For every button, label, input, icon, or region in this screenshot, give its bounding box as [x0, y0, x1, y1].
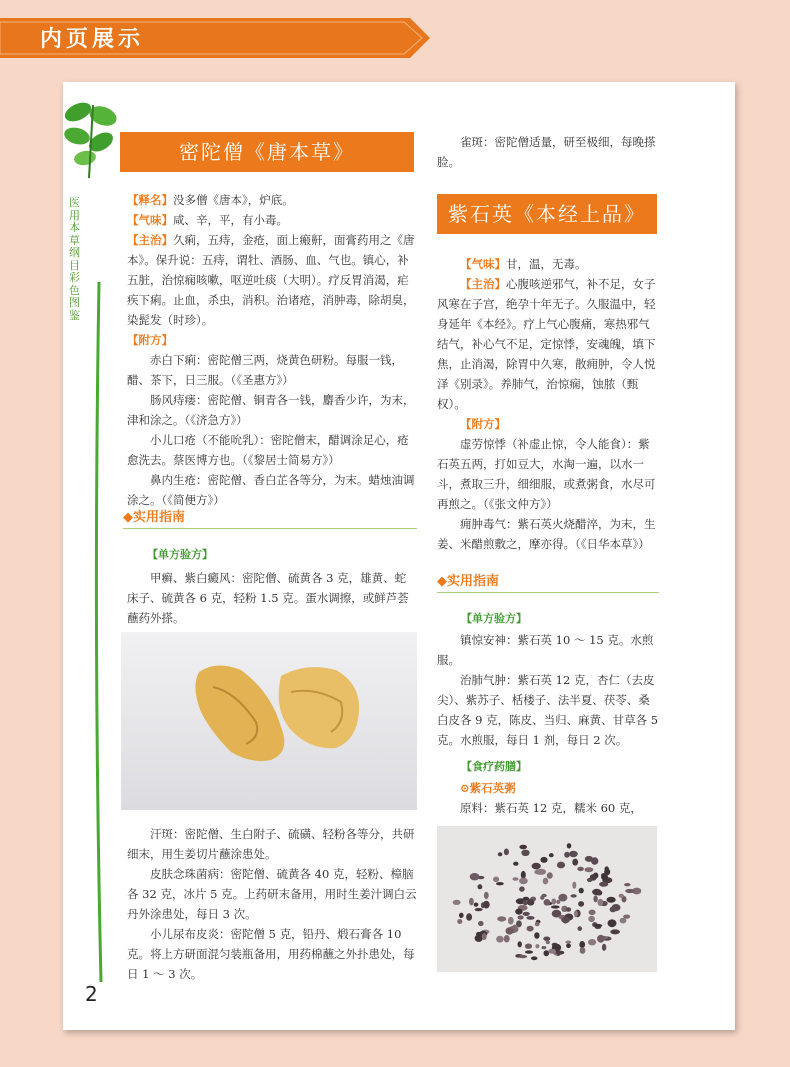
- shiming-text: 没多僧《唐本》，炉底。: [173, 193, 294, 207]
- fufang-item-right: 虚劳惊悸（补虚止惊，令人能食）：紫石英五两，打如豆大，水淘一遍，以水一斗，煮取三升，细细服，或煮粥食，水尽可再煎之。（《张文仲方》）: [437, 437, 656, 511]
- right-body-1: [437, 254, 659, 554]
- book-page: [63, 82, 735, 1030]
- zhuzhi-text-right: 心腹咳逆邪气，补不足，女子风寒在子宫，绝孕十年无子。久服温中，轻身延年《本经》。疗上气心腹痛，寒热邪气结气，补心气不足，定惊悸，安魂魄，填下焦，止消渴，除胃中久寒，散痈肿，令人悦泽《别录》。养肺气，治惊痫，蚀脓（甄权）。: [437, 277, 656, 411]
- banner-title: 内页展示: [40, 26, 145, 52]
- fufang-tag: 【附方】: [127, 333, 173, 347]
- after-photo-item: 小儿尿布皮炎：密陀僧 5 克，铅丹、煅石膏各 10 克。将上方研面混匀装瓶备用，用药棉蘸之外扑患处，每日 1 ～ 3 次。: [127, 927, 415, 981]
- shiming-line: [127, 190, 417, 210]
- right-top-text: 雀斑：密陀僧适量，研至极细，每晚搽脸。: [437, 135, 656, 169]
- qiwei-tag: 【气味】: [127, 213, 173, 227]
- qiwei-line: [127, 210, 417, 230]
- zhuzhi-text: 久痢，五痔，金疮，面上瘢鼾，面膏药用之《唐本》。保升说：五痔，谓牡、酒肠、血、气也。镇心，补五脏，治惊痫咳嗽，呕逆吐痰（大明）。疗反胃消渴，疟疾下痢。止血，杀虫，消积。治诸疮，消肿毒，除胡臭，染髭发（时珍）。: [127, 233, 415, 327]
- after-photo-item: 皮肤念珠菌病：密陀僧、硫黄各 40 克，轻粉、樟脑各 32 克，冰片 5 克。上药研末备用，用时生姜汁调白云丹外涂患处，每日 3 次。: [127, 867, 417, 921]
- danfang-item-right: 治肺气肿：紫石英 12 克，杏仁（去皮尖）、紫苏子、栝楼子、法半夏、茯苓、桑白皮各 9 克，陈皮、当归、麻黄、甘草各 5 克。水煎服，每日 1 剂，每日 2 次。: [437, 673, 659, 747]
- side-book-title: 医用本草纲目彩色图鉴: [69, 196, 80, 322]
- fufang-tag-right: 【附方】: [460, 417, 506, 431]
- qiwei-line-right: [437, 254, 659, 274]
- qiwei-tag-right: 【气味】: [460, 257, 506, 271]
- danfang-tag-left: 【单方验方】: [147, 548, 213, 561]
- congee-text: 原料：紫石英 12 克，糯米 60 克，: [460, 801, 642, 815]
- left-body-1: [127, 190, 417, 510]
- entry-title-mituoseng: 密陀僧《唐本草》: [120, 132, 414, 172]
- qiwei-text: 咸、辛，平，有小毒。: [173, 213, 288, 227]
- zhuzhi-tag-right: 【主治】: [460, 277, 506, 291]
- guide-rule-left: [123, 528, 417, 529]
- fufang-item: 小儿口疮（不能吮乳）：密陀僧末，醋调涂足心，疮愈洗去。蔡医博方也。（《黎居士简易方》）: [127, 433, 409, 467]
- guide-rule-right: [437, 592, 659, 593]
- shiliao-tag: 【食疗药膳】: [461, 760, 527, 773]
- zhuzhi-line: [127, 230, 417, 330]
- fufang-item: 赤白下痢：密陀僧三两，烧黄色研粉。每服一钱，醋、茶下，日三服。（《圣惠方》）: [127, 353, 403, 387]
- right-body-3: [437, 778, 659, 818]
- left-body-2: [127, 824, 417, 984]
- page-number: 2: [85, 982, 98, 1006]
- danfang-item-right: 镇惊安神：紫石英 10 ～ 15 克。水煎服。: [437, 633, 654, 667]
- guide-heading-left: ◆实用指南: [123, 510, 185, 525]
- zhuzhi-line-right: [437, 274, 659, 414]
- danfang-text-left: 甲癣、紫白癜风：密陀僧、硫黄各 3 克，雄黄、蛇床子、硫黄各 6 克，轻粉 1.5 克。蛋水调擦，或鲜芦荟蘸药外搽。: [127, 571, 409, 625]
- zishiying-photo: [437, 826, 657, 972]
- leaf-decoration-icon: [63, 100, 123, 180]
- mituoseng-photo: [121, 632, 417, 810]
- right-body-2: [437, 630, 659, 750]
- shiming-tag: 【释名】: [127, 193, 173, 207]
- entry-title-zishiying: 紫石英《本经上品》: [437, 194, 657, 234]
- fufang-line: [127, 330, 417, 350]
- congee-title: ⊙紫石英粥: [460, 781, 516, 795]
- fufang-item-right: 痈肿毒气：紫石英火烧醋淬，为末，生姜、米醋煎敷之，摩亦得。（《日华本草》）: [437, 517, 656, 551]
- fufang-item: 肠风痔瘘：密陀僧、铜青各一钱，麝香少许，为末，津和涂之。（《济急方》）: [127, 393, 415, 427]
- fufang-line-right: [437, 414, 659, 434]
- zhuzhi-tag: 【主治】: [127, 233, 173, 247]
- danfang-tag-right: 【单方验方】: [461, 612, 527, 625]
- after-photo-item: 汗斑：密陀僧、生白附子、硫磺、轻粉各等分，共研细末，用生姜切片蘸涂患处。: [127, 827, 415, 861]
- fufang-item: 鼻内生疮：密陀僧、香白芷各等分，为末。蜡烛油调涂之。（《简便方》）: [127, 473, 415, 507]
- side-green-line: [91, 282, 103, 982]
- guide-heading-right: ◆实用指南: [437, 574, 499, 589]
- qiwei-text-right: 甘，温，无毒。: [506, 257, 587, 271]
